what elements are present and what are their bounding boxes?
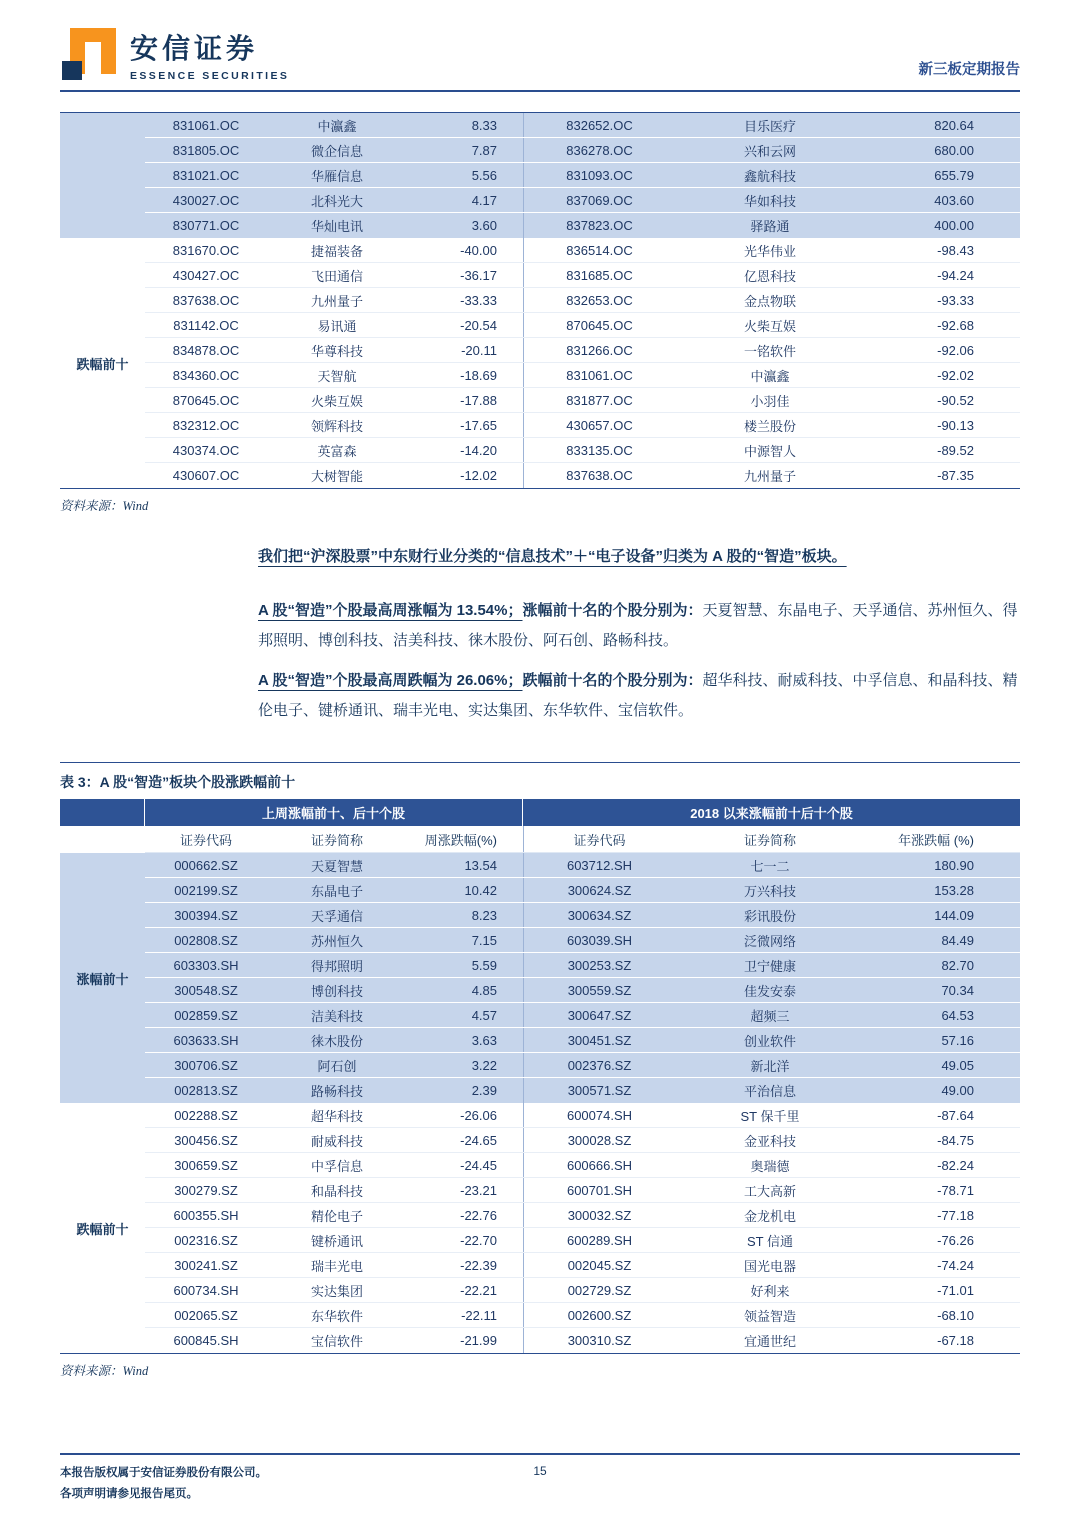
table-cell: 领益智造 [743, 1308, 796, 1324]
table-cell: 820.64 [934, 117, 974, 133]
table-cell: -24.45 [460, 1157, 497, 1173]
table-cell: 831877.OC [523, 388, 675, 412]
table-cell: -94.24 [937, 267, 974, 283]
table1-row [145, 313, 1020, 338]
table-cell: -21.99 [460, 1333, 497, 1348]
table1-row [145, 413, 1020, 438]
table-cell: 奥瑞德 [750, 1158, 790, 1174]
table1-row [145, 138, 1020, 163]
table-cell: 4.85 [471, 982, 497, 998]
table-cell: -22.11 [461, 1307, 497, 1323]
table-cell: 瑞丰光电 [310, 1258, 363, 1274]
table-cell: 证券简称 [310, 832, 363, 848]
table-cell: 430657.OC [523, 413, 675, 437]
table1-row [145, 263, 1020, 288]
table-cell: 8.23 [471, 907, 497, 923]
table3-row [145, 1253, 1020, 1278]
table-cell: 键桥通讯 [310, 1233, 363, 1249]
table-cell: 得邦照明 [310, 958, 363, 974]
table-cell: 英富森 [317, 443, 357, 459]
table1-decline-rows [145, 238, 1020, 488]
table-cell: 832652.OC [523, 113, 675, 137]
table-cell: 680.00 [934, 142, 974, 158]
table-cell: 佳发安泰 [743, 983, 796, 999]
table-cell: 领辉科技 [310, 418, 363, 434]
table-cell: 831266.OC [523, 338, 675, 362]
table-cell: 2.39 [471, 1083, 497, 1098]
table-cell: -87.35 [937, 468, 974, 483]
table-cell: 宜通世纪 [743, 1334, 796, 1349]
table-cell: 002808.SZ [174, 932, 238, 948]
table-cell: 好利来 [750, 1283, 790, 1299]
table3-row [145, 1053, 1020, 1078]
table-cell: 830771.OC [172, 218, 240, 233]
commentary-p2-lead: 涨幅前十名的个股分别为： [522, 602, 703, 619]
table-cell: -92.06 [937, 342, 974, 358]
table-cell: -92.68 [937, 317, 974, 333]
table3-gain-label: 涨幅前十 [76, 971, 129, 987]
table-cell: 证券简称 [743, 832, 796, 848]
table-cell: 600666.SH [523, 1153, 675, 1177]
table3-row [145, 1128, 1020, 1153]
table-cell: 金点物联 [743, 293, 796, 309]
table1-decline-section [60, 238, 1020, 488]
table3-row [145, 1153, 1020, 1178]
table-cell: 831805.OC [172, 142, 240, 158]
table-cell: 300706.SZ [174, 1057, 238, 1073]
table-cell: 834360.OC [172, 367, 240, 383]
table-cell: -78.71 [937, 1182, 974, 1198]
table1-row [145, 338, 1020, 363]
table-cell: 430427.OC [172, 267, 240, 283]
table-cell: 002316.SZ [174, 1232, 238, 1248]
table-cell: 4.57 [471, 1007, 497, 1023]
table-cell: -71.01 [937, 1282, 974, 1298]
table-cell: 鑫航科技 [743, 168, 796, 184]
page-footer [60, 1453, 1020, 1501]
brand-name-cn: 安信证券 [130, 32, 259, 64]
table-cell: 新北洋 [750, 1058, 790, 1074]
table-cell: 证券代码 [179, 832, 232, 848]
table-cell: 一铭软件 [743, 343, 796, 359]
table-cell: 831061.OC [172, 117, 240, 133]
table-cell: -17.88 [460, 392, 497, 408]
table-cell: 831093.OC [523, 163, 675, 187]
table-cell: 180.90 [934, 857, 974, 873]
neeq-gainers-losers-table [60, 112, 1020, 489]
table-cell: 837823.OC [523, 213, 675, 238]
table-cell: 430374.OC [172, 442, 240, 458]
table-cell: 精伦电子 [310, 1208, 363, 1224]
table-cell: 中孚信息 [310, 1158, 363, 1174]
table3-header-label-spacer [60, 799, 145, 826]
table-cell: 4.17 [471, 192, 497, 208]
table-cell: 中瀛鑫 [317, 118, 357, 134]
table-cell: -76.26 [937, 1232, 974, 1248]
table-cell: 836278.OC [523, 138, 675, 162]
table-cell: 东晶电子 [310, 883, 363, 899]
table3-row [145, 1303, 1020, 1328]
table-cell: 836514.OC [523, 238, 675, 262]
table-cell: 833135.OC [523, 438, 675, 462]
table-cell: 300456.SZ [174, 1132, 238, 1148]
table-cell: 49.05 [941, 1057, 974, 1073]
table3-header-left: 上周涨幅前十、后十个股 [145, 799, 523, 826]
table3-row [145, 1278, 1020, 1303]
table1-gain-label-spacer [60, 113, 145, 238]
table-cell: 655.79 [934, 167, 974, 183]
table-cell: 002045.SZ [523, 1253, 675, 1277]
table3-decline-section [60, 1103, 1020, 1353]
table-cell: 证券代码 [523, 826, 675, 852]
commentary-p3-highlight: A 股“智造”个股最高周跌幅为 26.06%； [258, 672, 523, 689]
table-cell: -36.17 [460, 267, 497, 283]
table-cell: 300624.SZ [523, 878, 675, 902]
table-cell: -92.02 [937, 367, 974, 383]
table3-column-header-row [145, 826, 1020, 853]
table-cell: 平治信息 [743, 1084, 796, 1099]
commentary-p2-names: 天夏智慧、东晶电子、天孚通信、苏州恒久、得邦照明、博创科技、洁美科技、徕木股份、阿石创、路畅科技。 [258, 602, 1018, 649]
table-cell: 002288.SZ [174, 1107, 238, 1123]
table3-row [145, 978, 1020, 1003]
table3-row [145, 1078, 1020, 1103]
table-cell: 430027.OC [172, 192, 240, 208]
table-cell: -90.52 [937, 392, 974, 408]
table1-row [145, 363, 1020, 388]
table-cell: 天夏智慧 [310, 858, 363, 874]
table-cell: 837638.OC [523, 463, 675, 488]
table3-row [145, 1003, 1020, 1028]
table3-row [145, 853, 1020, 878]
table3-data-source: 资料来源：Wind [60, 1364, 149, 1378]
table-cell: 万兴科技 [743, 883, 796, 899]
table-cell: 603039.SH [523, 928, 675, 952]
table-cell: 002859.SZ [174, 1007, 238, 1023]
table-cell: 831685.OC [523, 263, 675, 287]
essence-securities-logo-icon [60, 26, 118, 82]
table-cell: 工大高新 [743, 1183, 796, 1199]
table3-row [145, 1028, 1020, 1053]
table-cell: 华雁信息 [310, 168, 363, 184]
table-cell: 300634.SZ [523, 903, 675, 927]
table-cell: 600845.SH [173, 1333, 239, 1348]
table1-data-source: 资料来源：Wind [60, 499, 149, 513]
table-cell: 300548.SZ [174, 982, 238, 998]
table-cell: -22.21 [460, 1282, 497, 1298]
commentary-paragraph-2 [258, 596, 1020, 656]
table-cell: 周涨跌幅(%) [424, 832, 497, 848]
table-cell: 64.53 [941, 1007, 974, 1023]
table-cell: 金龙机电 [743, 1208, 796, 1224]
table-cell: -18.69 [460, 367, 497, 383]
table-cell: 84.49 [941, 932, 974, 948]
table-cell: 超华科技 [310, 1108, 363, 1124]
table-cell: 耐威科技 [310, 1133, 363, 1149]
table-cell: 中源智人 [743, 443, 796, 459]
table-cell: 华尊科技 [310, 343, 363, 359]
table-cell: 兴和云网 [743, 143, 796, 159]
table-cell: -20.54 [460, 317, 497, 333]
table-cell: 10.42 [464, 882, 497, 898]
table-cell: 九州量子 [743, 469, 796, 484]
table-cell: 300571.SZ [523, 1078, 675, 1103]
table-cell: 泛微网络 [743, 933, 796, 949]
brand-text [130, 27, 289, 82]
table3-column-headers [145, 826, 1020, 853]
table-cell: 大树智能 [310, 469, 363, 484]
commentary-p3-names: 超华科技、耐威科技、中孚信息、和晶科技、精伦电子、键桥通讯、瑞丰光电、实达集团、东华软件、宝信软件。 [258, 672, 1018, 719]
table-cell: 路畅科技 [310, 1084, 363, 1099]
table-cell: 870645.OC [523, 313, 675, 337]
table1-gain-tail-rows [145, 113, 1020, 238]
table-cell: 603303.SH [173, 957, 239, 973]
table-cell: 卫宁健康 [743, 958, 796, 974]
table-cell: 火柴互娱 [743, 318, 796, 334]
table-cell: 飞田通信 [310, 268, 363, 284]
table3-row [145, 1103, 1020, 1128]
table-cell: -33.33 [460, 292, 497, 308]
table-cell: 153.28 [934, 882, 974, 898]
table-cell: 苏州恒久 [310, 933, 363, 949]
table-cell: 七一二 [750, 858, 790, 874]
table3-decline-rows [145, 1103, 1020, 1353]
table-cell: 华灿电讯 [310, 219, 363, 234]
table3-row [145, 1328, 1020, 1353]
table1-row [145, 463, 1020, 488]
table-cell: 837069.OC [523, 188, 675, 212]
commentary-p2-highlight: A 股“智造”个股最高周涨幅为 13.54%； [258, 602, 523, 619]
table-cell: 000662.SZ [174, 857, 238, 873]
table-cell: 002600.SZ [523, 1303, 675, 1327]
table-cell: 7.15 [471, 932, 497, 948]
table-cell: 831061.OC [523, 363, 675, 387]
table-cell: -98.43 [937, 242, 974, 258]
page-header [60, 0, 1020, 92]
table-cell: -67.18 [937, 1333, 974, 1348]
table-cell: 和晶科技 [310, 1183, 363, 1199]
table-cell: 300659.SZ [174, 1157, 238, 1173]
table-cell: 8.33 [471, 117, 497, 133]
table-cell: -23.21 [460, 1182, 497, 1198]
table-cell: 403.60 [934, 192, 974, 208]
table-cell: 九州量子 [310, 293, 363, 309]
table-cell: 东华软件 [310, 1308, 363, 1324]
table3-row [145, 1178, 1020, 1203]
footer-disclaimer: 各项声明请参见报告尾页。 [60, 1488, 198, 1500]
table-cell: 300028.SZ [523, 1128, 675, 1152]
table-cell: 400.00 [934, 218, 974, 233]
table-cell: 002065.SZ [174, 1307, 238, 1323]
table-cell: -20.11 [461, 342, 497, 358]
table-cell: 华如科技 [743, 193, 796, 209]
table1-row [145, 388, 1020, 413]
table-cell: 楼兰股份 [743, 418, 796, 434]
table3-row [145, 928, 1020, 953]
table-cell: 金亚科技 [743, 1133, 796, 1149]
table1-decline-label: 跌幅前十 [76, 356, 129, 372]
table-cell: 年涨跌幅 (%) [898, 832, 974, 848]
commentary-paragraph-3 [258, 666, 1020, 726]
table-cell: 831142.OC [173, 317, 239, 333]
table1-row [145, 238, 1020, 263]
table-cell: 300032.SZ [523, 1203, 675, 1227]
table-cell: -22.39 [460, 1257, 497, 1273]
table-cell: 002376.SZ [523, 1053, 675, 1077]
table-cell: 430607.OC [172, 468, 240, 483]
table-cell: 实达集团 [310, 1283, 363, 1299]
commentary [60, 542, 1020, 726]
table-cell: -93.33 [937, 292, 974, 308]
table-cell: 002199.SZ [174, 882, 238, 898]
table-cell: -40.00 [460, 242, 497, 258]
table-cell: 易讯通 [317, 318, 357, 334]
table-cell: 小羽佳 [750, 393, 790, 409]
table1-row [145, 163, 1020, 188]
footer-copyright: 本报告版权属于安信证券股份有限公司。 [60, 1467, 267, 1479]
table-cell: 603633.SH [173, 1032, 239, 1048]
table-cell: 600355.SH [173, 1207, 239, 1223]
table-cell: -74.24 [937, 1257, 974, 1273]
table-cell: ST 信通 [747, 1233, 793, 1249]
table-cell: 002729.SZ [523, 1278, 675, 1302]
table1-gain-tail-section [60, 113, 1020, 238]
table-cell: -77.18 [937, 1207, 974, 1223]
table-cell: -22.70 [460, 1232, 497, 1248]
table1-row [145, 288, 1020, 313]
table-cell: 超频三 [750, 1008, 790, 1024]
table3-decline-label: 跌幅前十 [76, 1221, 129, 1237]
table-cell: -89.52 [937, 442, 974, 458]
table-cell: 3.22 [471, 1057, 497, 1073]
table-cell: -90.13 [937, 417, 974, 433]
table-cell: 300241.SZ [174, 1257, 238, 1273]
table-cell: 300451.SZ [523, 1028, 675, 1052]
table-cell: 837638.OC [172, 292, 240, 308]
table-cell: 600701.SH [523, 1178, 675, 1202]
table-cell: 北科光大 [310, 193, 363, 209]
table-cell: 天智航 [317, 368, 357, 384]
table-cell: -82.24 [937, 1157, 974, 1173]
table-cell: -24.65 [460, 1132, 497, 1148]
table-cell: 870645.OC [172, 392, 240, 408]
table-cell: 亿恩科技 [743, 268, 796, 284]
table-cell: 57.16 [941, 1032, 974, 1048]
table-cell: -26.06 [460, 1107, 497, 1123]
table-cell: -68.10 [937, 1307, 974, 1323]
table-cell: 49.00 [941, 1083, 974, 1098]
table-cell: 洁美科技 [310, 1008, 363, 1024]
table1-row [145, 188, 1020, 213]
table-cell: 831670.OC [172, 242, 240, 258]
table3-row [145, 878, 1020, 903]
table3-caption: 表 3：A 股“智造”板块个股涨跌幅前十 [60, 762, 1020, 792]
page-number: 15 [533, 1464, 547, 1478]
table-cell: 832653.OC [523, 288, 675, 312]
table-cell: 300253.SZ [523, 953, 675, 977]
table3-row [145, 903, 1020, 928]
table-cell: 13.54 [464, 857, 497, 873]
table1-row [145, 213, 1020, 238]
table-cell: 彩讯股份 [743, 908, 796, 924]
table-cell: 微企信息 [310, 143, 363, 159]
table-cell: 博创科技 [310, 983, 363, 999]
table-cell: 300394.SZ [174, 907, 238, 923]
table-cell: 831021.OC [172, 167, 240, 183]
table-cell: 3.60 [471, 218, 497, 233]
table-cell: 603712.SH [523, 853, 675, 877]
table3-row [145, 1228, 1020, 1253]
table-cell: 70.34 [941, 982, 974, 998]
table-cell: 捷福装备 [310, 243, 363, 259]
brand [60, 26, 289, 82]
table-cell: 驿路通 [750, 219, 790, 234]
table1-row [145, 438, 1020, 463]
table-cell: 832312.OC [172, 417, 240, 433]
table-cell: 创业软件 [743, 1033, 796, 1049]
table-cell: 光华伟业 [743, 243, 796, 259]
commentary-paragraph-1 [258, 542, 1020, 572]
table-cell: 7.87 [471, 142, 497, 158]
table-cell: 阿石创 [317, 1058, 357, 1074]
table3-row [145, 953, 1020, 978]
table-cell: 600074.SH [523, 1103, 675, 1127]
table-cell: 82.70 [941, 957, 974, 973]
table-cell: 中瀛鑫 [750, 368, 790, 384]
table-cell: 国光电器 [743, 1258, 796, 1274]
table1-row [145, 113, 1020, 138]
table-cell: 天孚通信 [310, 908, 363, 924]
table3-column-header-spacer [60, 826, 145, 853]
table-cell: 宝信软件 [310, 1334, 363, 1349]
table-cell: -17.65 [460, 417, 497, 433]
table-cell: 5.56 [471, 167, 497, 183]
table-cell: 144.09 [934, 907, 974, 923]
report-type-label: 新三板定期报告 [918, 62, 1020, 78]
table-cell: ST 保千里 [740, 1108, 800, 1124]
table-cell: 600289.SH [523, 1228, 675, 1252]
table3-gain-section [60, 853, 1020, 1103]
table-cell: 300310.SZ [523, 1328, 675, 1353]
table-cell: -84.75 [937, 1132, 974, 1148]
table3-column-header-section [60, 826, 1020, 853]
table-cell: -14.20 [460, 442, 497, 458]
table-cell: 600734.SH [173, 1282, 239, 1298]
table-cell: 火柴互娱 [310, 393, 363, 409]
table-cell: 目乐医疗 [743, 118, 796, 134]
a-share-smart-manufacturing-table [60, 799, 1020, 1354]
table-cell: -12.02 [460, 468, 497, 483]
commentary-p1-text: 我们把“沪深股票”中东财行业分类的“信息技术”＋“电子设备”归类为 A 股的“智造”板块。 [258, 548, 847, 565]
brand-name-en: ESSENCE SECURITIES [130, 69, 290, 82]
table-cell: 3.63 [471, 1032, 497, 1048]
table-cell: 徕木股份 [310, 1033, 363, 1049]
table-cell: 002813.SZ [174, 1083, 238, 1098]
commentary-p3-lead: 跌幅前十名的个股分别为： [522, 672, 703, 689]
table-cell: 300559.SZ [523, 978, 675, 1002]
table3-row [145, 1203, 1020, 1228]
table-cell: 300647.SZ [523, 1003, 675, 1027]
table-cell: 5.59 [471, 957, 497, 973]
table3-gain-rows [145, 853, 1020, 1103]
table-cell: -22.76 [460, 1207, 497, 1223]
table3-header-row [60, 799, 1020, 826]
table-cell: 834878.OC [172, 342, 240, 358]
table3-header-right: 2018 以来涨幅前十后十个股 [690, 806, 853, 821]
table-cell: -87.64 [937, 1107, 974, 1123]
table-cell: 300279.SZ [174, 1182, 238, 1198]
